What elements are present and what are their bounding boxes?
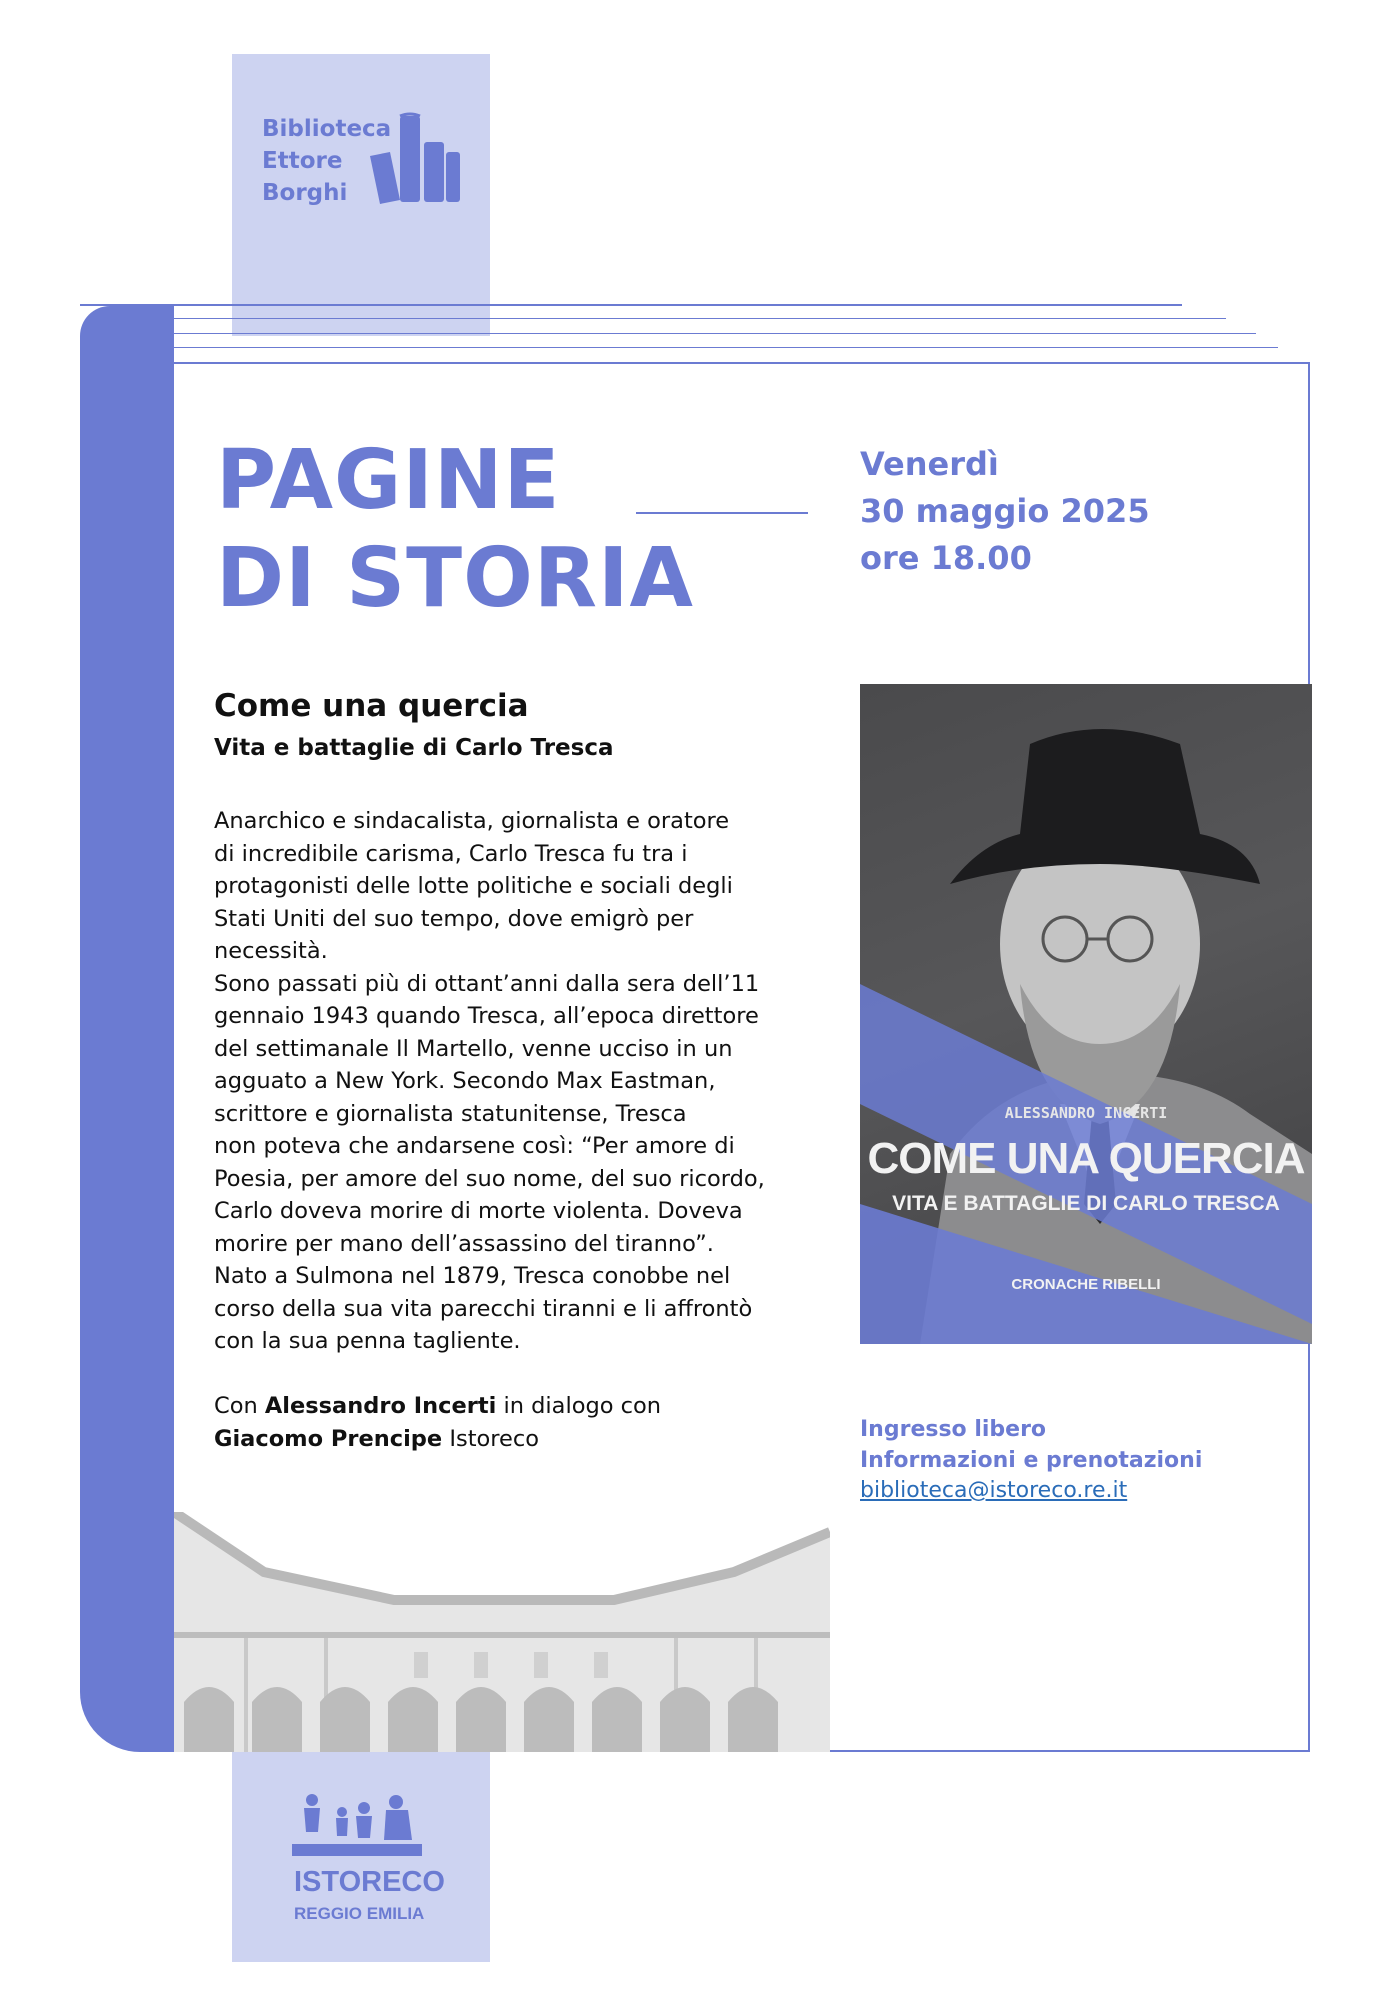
description	[214, 805, 834, 1358]
book-cover	[860, 684, 1312, 1344]
book-spine	[80, 306, 174, 1752]
cover-author: ALESSANDRO INCERTI	[1004, 1104, 1168, 1122]
booking-info: Informazioni e prenotazioni	[860, 1447, 1203, 1473]
moderator-name: Giacomo Prencipe	[214, 1425, 443, 1452]
page-edge-line	[110, 347, 1278, 348]
date-time: ore 18.00	[860, 539, 1032, 577]
description-line: protagonisti delle lotte politiche e sociali degli	[214, 873, 733, 899]
description-line: Stati Uniti del suo tempo, dove emigrò per	[214, 905, 694, 932]
istoreco-logo-name: ISTORECO	[294, 1866, 445, 1898]
book-title: Come una quercia	[214, 688, 529, 724]
entry-info: Ingresso libero	[860, 1417, 1047, 1442]
speakers-suffix: Istoreco	[442, 1425, 540, 1452]
cover-subtitle: VITA E BATTAGLIE DI CARLO TRESCA	[892, 1192, 1280, 1215]
cover-title: COME UNA QUERCIA	[867, 1134, 1305, 1183]
description-line: con la sua penna tagliente.	[214, 1328, 521, 1354]
description-line: Poesia, per amore del suo nome, del suo ricordo,	[214, 1165, 765, 1192]
description-line: Anarchico e sindacalista, giornalista e oratore	[214, 808, 730, 834]
page-edge-line	[80, 304, 1182, 306]
email-link[interactable]: biblioteca@istoreco.re.it	[860, 1478, 1128, 1503]
description-line: scrittore e giornalista statunitense, Tresca	[214, 1100, 687, 1127]
page-edge-line	[90, 318, 1226, 319]
library-name-line1: Biblioteca	[262, 116, 392, 142]
description-line: del settimanale Il Martello, venne ucciso in un	[214, 1035, 733, 1062]
description-line: agguato a New York. Secondo Max Eastman,	[214, 1068, 716, 1094]
description-line: morire per mano dell’assassino del tiranno”.	[214, 1230, 714, 1257]
date-full: 30 maggio 2025	[860, 492, 1150, 530]
event-info	[860, 1415, 1202, 1507]
istoreco-logo-city: REGGIO EMILIA	[294, 1904, 425, 1923]
cover-portrait	[860, 684, 1312, 1344]
istoreco-figures-icon	[292, 1790, 422, 1860]
author-name: Alessandro Incerti	[264, 1393, 497, 1419]
speakers-middle: in dialogo con	[496, 1393, 662, 1419]
date-day: Venerdì	[860, 445, 999, 483]
description-line: Sono passati più di ottant’anni dalla sera dell’11	[214, 970, 760, 997]
cover-series: CRONACHE RIBELLI	[1011, 1276, 1161, 1293]
speakers	[214, 1390, 834, 1455]
title-line1: PAGINE	[216, 433, 561, 528]
library-name-line3: Borghi	[262, 180, 348, 206]
description-line: necessità.	[214, 938, 328, 964]
description-line: non poteva che andarsene così: “Per amore di	[214, 1133, 735, 1159]
library-name-line2: Ettore	[262, 148, 343, 174]
description-line: di incredibile carisma, Carlo Tresca fu tra i	[214, 840, 688, 867]
description-line: Carlo doveva morire di morte violenta. Doveva	[214, 1198, 743, 1224]
description-line: gennaio 1943 quando Tresca, all’epoca direttore	[214, 1003, 759, 1029]
title-line2: DI STORIA	[216, 531, 694, 626]
description-line: Nato a Sulmona nel 1879, Tresca conobbe nel	[214, 1263, 731, 1289]
speakers-prefix: Con	[214, 1393, 265, 1419]
event-date	[860, 441, 1150, 582]
divider	[636, 512, 808, 514]
books-icon	[366, 112, 462, 206]
description-line: corso della sua vita parecchi tiranni e li affrontò	[214, 1295, 753, 1322]
page-title	[216, 432, 694, 628]
courtyard-illustration	[174, 1512, 830, 1752]
book-subtitle: Vita e battaglie di Carlo Tresca	[214, 735, 614, 761]
page-edge-line	[100, 333, 1256, 334]
